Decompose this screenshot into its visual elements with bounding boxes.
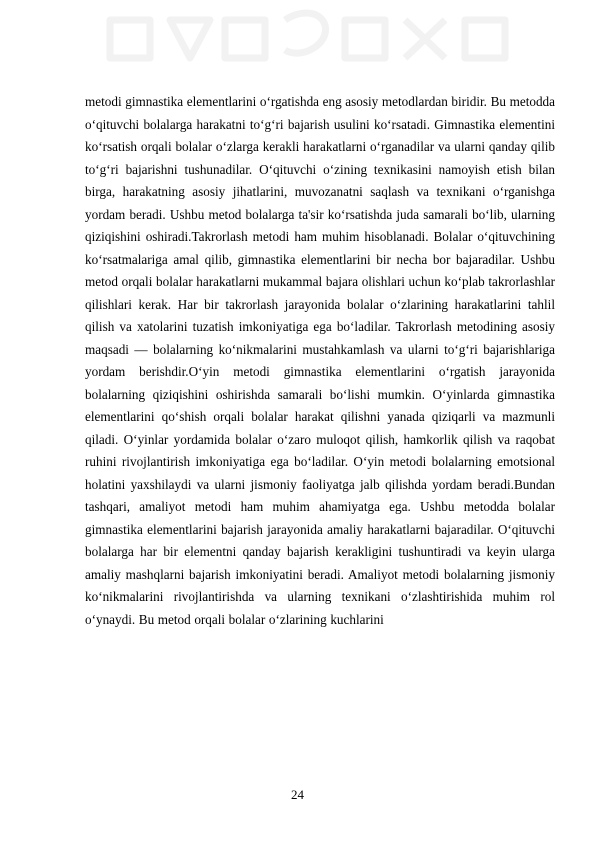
body-paragraph: metodi gimnastika elementlarini oʻrgatishda eng asosiy metodlardan biridir. Bu metodda oʻqituvchi bolalarga harakatni toʻgʻri bajarish usulini koʻrsatadi. Gimnastika elementini koʻrsatish orqali bolalar oʻzlarga kerakli harakatlarni oʻrganadilar va ularni qanday qilib toʻgʻri bajarishni tushunadilar. Oʻqituvchi oʻzining texnikasini namoyish etish bilan birga, harakatning asosiy jihatlarini, muvozanatni saqlash va texnikani oʻrganishga yordam beradi. Ushbu metod bolalarga ta'sir koʻrsatishda juda samarali boʻlib, ularning qiziqishini oshiradi.Takrorlash metodi ham muhim hisoblanadi. Bolalar oʻqituvchining koʻrsatmalariga amal qilib, gimnastika elementlarini bir necha bor bajaradilar. Ushbu metod orqali bolalar harakatlarni mukammal bajara olishlari uchun koʻplab takrorlashlar qilishlari kerak. Har bir takrorlash jarayonida bolalar oʻzlarining harakatlarini tahlil qilish va xatolarini tuzatish imkoniyatiga ega boʻladilar. Takrorlash metodining asosiy maqsadi — bolalarning koʻnikmalarini mustahkamlash va ularni toʻgʻri bajarishlariga yordam berishdir.Oʻyin metodi gimnastika elementlarini oʻrgatish jarayonida bolalarning qiziqishini oshirishda samarali boʻlishi mumkin. Oʻyinlarda gimnastika elementlarini qoʻshish orqali bolalar harakat qilishni yanada qiziqarli va mazmunli qiladi. Oʻyinlar yordamida bolalar oʻzaro muloqot qilish, hamkorlik qilish va raqobat ruhini rivojlantirish imkoniyatiga ega boʻladilar. Oʻyin metodi bolalarning emotsional holatini yaxshilaydi va ularni jismoniy faoliyatga jalb qilishda yordam beradi.Bundan tashqari, amaliyot metodi ham muhim ahamiyatga ega. Ushbu metodda bolalar gimnastika elementlarini bajarish jarayonida amaliy harakatlarni bajaradilar. Oʻqituvchi bolalarga har bir elementni qanday bajarish kerakligini tushuntiradi va keyin ularga amaliy mashqlarni bajarish imkoniyatini beradi. Amaliyot metodi bolalarning jismoniy koʻnikmalarini rivojlantirishda va ularning texnikani oʻzlashtirishida muhim rol oʻynaydi. Bu metod orqali bolalar oʻzlarining kuchlarini	[85, 94, 555, 627]
page-number: 24	[291, 787, 304, 802]
